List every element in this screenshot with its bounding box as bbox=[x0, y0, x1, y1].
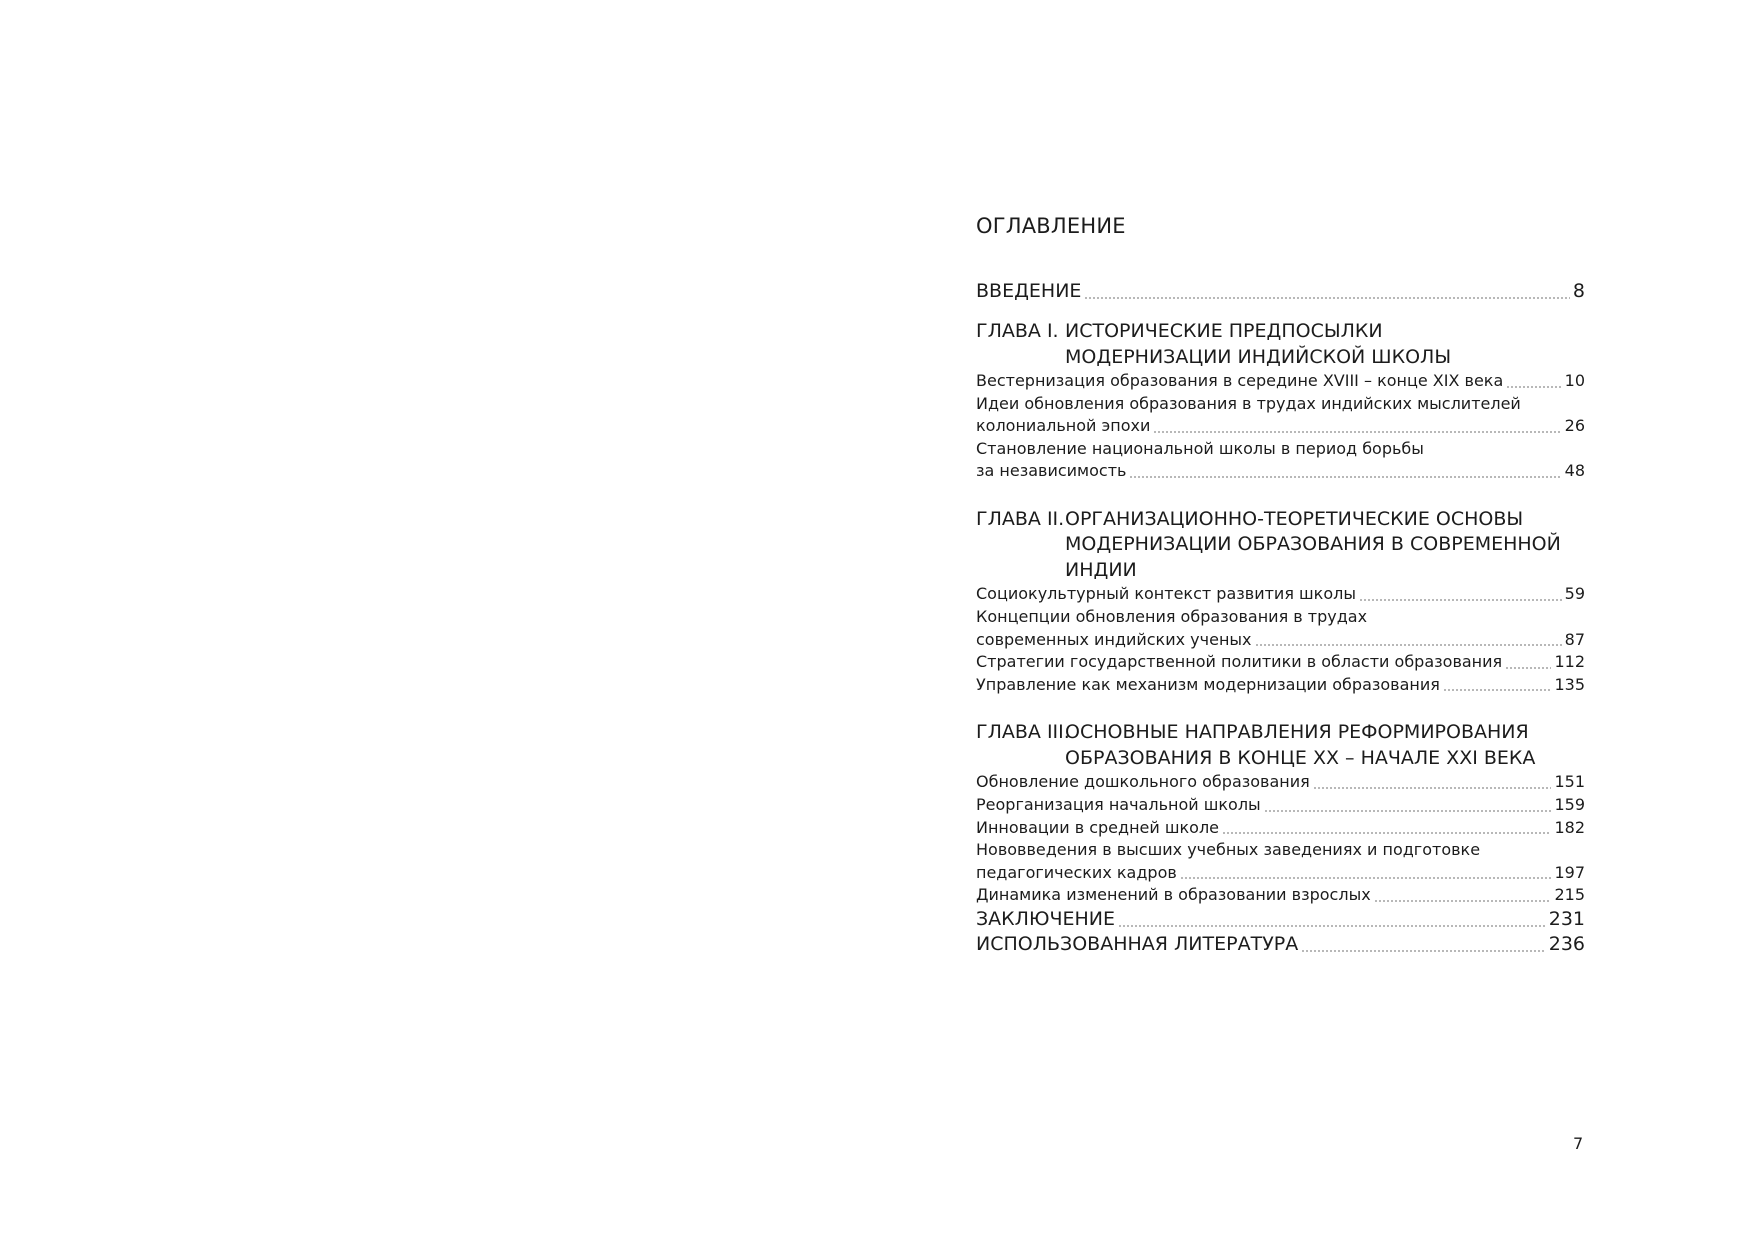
section-title: педагогических кадров bbox=[976, 862, 1177, 882]
section-page: 159 bbox=[1554, 795, 1585, 815]
toc-entry-text: ЗАКЛЮЧЕНИЕ bbox=[976, 908, 1116, 930]
dot-leader bbox=[1301, 932, 1546, 957]
dot-leader bbox=[1153, 415, 1561, 438]
toc-entry-page: 231 bbox=[1548, 908, 1585, 930]
dot-leader bbox=[1180, 862, 1552, 885]
chapter-label: ГЛАВА I. bbox=[976, 320, 1059, 342]
section-page: 48 bbox=[1564, 461, 1585, 481]
section-title: Вестернизация образования в середине XVIII – конце XIX века bbox=[976, 371, 1504, 390]
section-title: Инновации в средней школе bbox=[976, 817, 1220, 837]
dot-leader bbox=[1359, 583, 1562, 606]
chapter-label: ГЛАВА III. bbox=[976, 721, 1070, 744]
section-title: за независимость bbox=[976, 461, 1127, 481]
toc-chapter-1-heading bbox=[976, 319, 1585, 370]
section-page: 215 bbox=[1554, 885, 1585, 905]
chapter-title-line: ИСТОРИЧЕСКИЕ ПРЕДПОСЫЛКИ bbox=[1065, 320, 1383, 342]
chapter-title-line: ИНДИИ bbox=[1065, 558, 1137, 581]
dot-leader bbox=[1506, 370, 1561, 393]
toc-section bbox=[976, 415, 1585, 438]
toc-entry-conclusion bbox=[976, 907, 1585, 932]
section-title-line: Идеи обновления образования в трудах индийских мыслителей bbox=[976, 393, 1521, 413]
chapter-label: ГЛАВА II. bbox=[976, 507, 1065, 530]
toc-entry-introduction bbox=[976, 279, 1585, 304]
section-title-line: Нововведения в высших учебных заведениях и подготовке bbox=[976, 840, 1481, 860]
toc-section bbox=[976, 862, 1585, 885]
dot-leader bbox=[1222, 817, 1551, 840]
toc-section bbox=[976, 771, 1585, 794]
toc-section bbox=[976, 460, 1585, 483]
section-title-line: Становление национальной школы в период борьбы bbox=[976, 438, 1424, 458]
toc-entry-page: 8 bbox=[1572, 280, 1585, 302]
dot-leader bbox=[1505, 651, 1551, 674]
toc-chapter-3-heading bbox=[976, 720, 1585, 771]
toc-entry-references bbox=[976, 932, 1585, 957]
chapter-title-line: МОДЕРНИЗАЦИИ ИНДИЙСКОЙ ШКОЛЫ bbox=[1065, 345, 1452, 368]
dot-leader bbox=[1129, 460, 1561, 483]
dot-leader bbox=[1255, 629, 1562, 652]
right-page bbox=[877, 0, 1755, 1241]
section-title: колониальной эпохи bbox=[976, 416, 1151, 436]
section-title: Стратегии государственной политики в области образования bbox=[976, 652, 1503, 672]
section-page: 112 bbox=[1554, 652, 1585, 672]
dot-leader bbox=[1084, 279, 1569, 304]
dot-leader bbox=[1443, 674, 1552, 697]
section-page: 182 bbox=[1554, 817, 1585, 837]
section-page: 26 bbox=[1564, 416, 1585, 436]
toc-section bbox=[976, 817, 1585, 840]
section-title: современных индийских ученых bbox=[976, 629, 1252, 649]
section-page: 10 bbox=[1564, 371, 1585, 390]
chapter-title-line: ОБРАЗОВАНИЯ В КОНЦЕ XX – НАЧАЛЕ XXI ВЕКА bbox=[1065, 746, 1536, 769]
toc-section bbox=[976, 794, 1585, 817]
toc-entry-page: 236 bbox=[1548, 933, 1585, 955]
section-page: 87 bbox=[1564, 629, 1585, 649]
dot-leader bbox=[1313, 771, 1552, 794]
toc-section bbox=[976, 370, 1585, 393]
section-title: Реорганизация начальной школы bbox=[976, 795, 1261, 815]
toc-section bbox=[976, 884, 1585, 907]
dot-leader bbox=[1118, 907, 1546, 932]
table-of-contents bbox=[976, 213, 1585, 957]
toc-entry-text: ВВЕДЕНИЕ bbox=[976, 280, 1082, 302]
chapter-title-line: МОДЕРНИЗАЦИИ ОБРАЗОВАНИЯ В СОВРЕМЕННОЙ bbox=[1065, 533, 1561, 556]
chapter-title bbox=[1065, 720, 1585, 771]
section-page: 197 bbox=[1554, 862, 1585, 882]
section-title: Социокультурный контекст развития школы bbox=[976, 584, 1356, 604]
toc-entry-text: ИСПОЛЬЗОВАННАЯ ЛИТЕРАТУРА bbox=[976, 933, 1299, 955]
section-page: 151 bbox=[1554, 772, 1585, 792]
toc-section bbox=[976, 583, 1585, 606]
section-page: 135 bbox=[1554, 674, 1585, 694]
chapter-title-line: ОРГАНИЗАЦИОННО-ТЕОРЕТИЧЕСКИЕ ОСНОВЫ bbox=[1065, 507, 1524, 530]
left-page-blank bbox=[0, 0, 877, 1241]
toc-section bbox=[976, 629, 1585, 652]
chapter-title bbox=[1065, 507, 1585, 584]
chapter-title bbox=[1065, 319, 1585, 370]
section-title-line: Концепции обновления образования в трудах bbox=[976, 607, 1368, 627]
dot-leader bbox=[1264, 794, 1552, 817]
section-title: Обновление дошкольного образования bbox=[976, 772, 1310, 792]
page-number: 7 bbox=[1573, 1134, 1584, 1153]
toc-chapter-2-heading bbox=[976, 507, 1585, 584]
section-title: Динамика изменений в образовании взрослых bbox=[976, 885, 1371, 905]
dot-leader bbox=[1374, 884, 1552, 907]
toc-title: ОГЛАВЛЕНИЕ bbox=[976, 214, 1126, 238]
chapter-title-line: ОСНОВНЫЕ НАПРАВЛЕНИЯ РЕФОРМИРОВАНИЯ bbox=[1065, 721, 1529, 744]
section-title: Управление как механизм модернизации образования bbox=[976, 674, 1440, 694]
toc-section bbox=[976, 674, 1585, 697]
toc-section bbox=[976, 651, 1585, 674]
section-page: 59 bbox=[1564, 584, 1585, 604]
